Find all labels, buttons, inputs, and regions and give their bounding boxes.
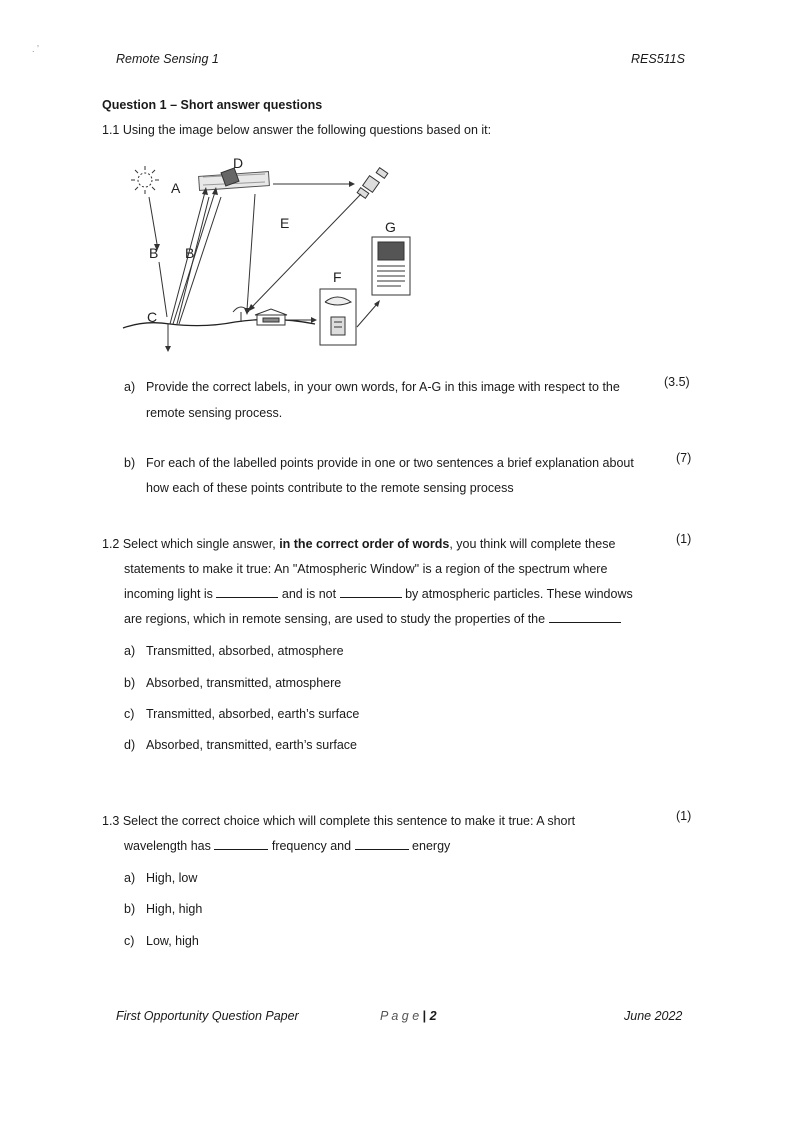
q1-2-line3-b: and is not: [281, 587, 337, 601]
blank-2: [340, 586, 402, 598]
section-title: Question 1 – Short answer questions: [102, 98, 323, 112]
label-c: C: [147, 309, 158, 325]
q1-3-marks: (1): [676, 809, 692, 823]
q1-2-line1-bold: in the correct order of words: [279, 537, 450, 551]
q1-2-line4-text: are regions, which in remote sensing, are used to study the properties of the: [124, 612, 546, 626]
arrowhead: [311, 317, 317, 323]
q1-2-line1-pre: 1.2 Select which single answer,: [102, 537, 280, 551]
q1-2-option-d: d) Absorbed, transmitted, earth’s surface: [124, 738, 357, 752]
q1-1b-line1: For each of the labelled points provide in one or two sentences a brief explanation about: [146, 456, 634, 470]
label-a: A: [171, 180, 181, 196]
q1-3-line2-c: energy: [412, 839, 451, 853]
label-b-2: B: [185, 245, 195, 261]
q1-3-option-a: a) High, low: [124, 871, 198, 885]
q1-2-marks: (1): [676, 532, 692, 546]
q1-2-line1: [102, 532, 642, 557]
footer-left: First Opportunity Question Paper: [116, 1009, 299, 1023]
footer-page-number: 2: [429, 1009, 437, 1023]
q1-3-line2-b: frequency and: [271, 839, 352, 853]
q1-1b-marks: (7): [676, 451, 692, 465]
q1-2-line1-post: , you think will complete these: [449, 537, 616, 551]
label-g: G: [385, 219, 396, 235]
footer-page-word: P a g e: [380, 1009, 420, 1023]
arrow-b-incident: [149, 197, 157, 244]
q1-1a-line1: Provide the correct labels, in your own words, for A-G in this image with respect to the: [146, 380, 620, 394]
q1-1-intro: 1.1 Using the image below answer the following questions based on it:: [102, 123, 492, 137]
footer-page: [380, 1009, 437, 1023]
q1-3-line1: 1.3 Select the correct choice which will complete this sentence to make it true: A short: [102, 814, 576, 828]
q1-2-line4: [124, 607, 621, 632]
sun-icon: [131, 166, 159, 194]
q1-3-option-b: b) High, high: [124, 902, 203, 916]
q1-1a-line2: remote sensing process.: [146, 406, 283, 420]
arrow-to-g: [357, 304, 377, 327]
blank-4: [214, 838, 268, 850]
q1-1a-marks: (3.5): [664, 375, 690, 389]
header-course: Remote Sensing 1: [116, 52, 219, 66]
q1-2-line2: statements to make it true: An "Atmospheric Window" is a region of the spectrum where: [124, 562, 608, 576]
blank-1: [216, 586, 278, 598]
footer-right: June 2022: [624, 1009, 683, 1023]
label-d: D: [233, 155, 244, 171]
q1-2-line3: [124, 582, 633, 607]
q1-3-line2: [124, 834, 450, 859]
arrow-downlink: [247, 194, 255, 310]
arrowhead: [165, 346, 171, 352]
q1-3-line2-a: wavelength has: [124, 839, 211, 853]
label-b-1: B: [149, 245, 159, 261]
blank-3: [549, 611, 621, 623]
header-code: RES511S: [631, 52, 685, 66]
footer-separator: |: [422, 1009, 427, 1023]
blank-5: [355, 838, 409, 850]
interpretation-analysis-icon: [320, 289, 356, 345]
q1-1b-line2: how each of these points contribute to the remote sensing process: [146, 481, 514, 495]
remote-sensing-diagram: [115, 152, 425, 357]
q1-3-option-c: c) Low, high: [124, 934, 199, 948]
receiving-dish-icon: [233, 307, 249, 322]
relay-satellite-icon: [357, 168, 388, 199]
q1-2-option-a: a) Transmitted, absorbed, atmosphere: [124, 644, 344, 658]
q1-2-option-b: b) Absorbed, transmitted, atmosphere: [124, 676, 342, 690]
scan-mark: . ʼ: [32, 44, 40, 54]
q1-1a-label: a): [124, 380, 136, 394]
processing-station-icon: [255, 309, 287, 325]
label-f: F: [333, 269, 342, 285]
q1-2-line3-c: by atmospheric particles. These windows: [405, 587, 633, 601]
q1-2-option-c: c) Transmitted, absorbed, earth’s surface: [124, 707, 360, 721]
q1-2-line3-a: incoming light is: [124, 587, 213, 601]
arrow-incident-lower: [159, 262, 167, 317]
application-document-icon: [372, 237, 410, 295]
satellite-sensor-icon: [199, 168, 270, 190]
q1-1b-label: b): [124, 456, 136, 470]
label-e: E: [280, 215, 290, 231]
arrowhead: [349, 181, 355, 187]
